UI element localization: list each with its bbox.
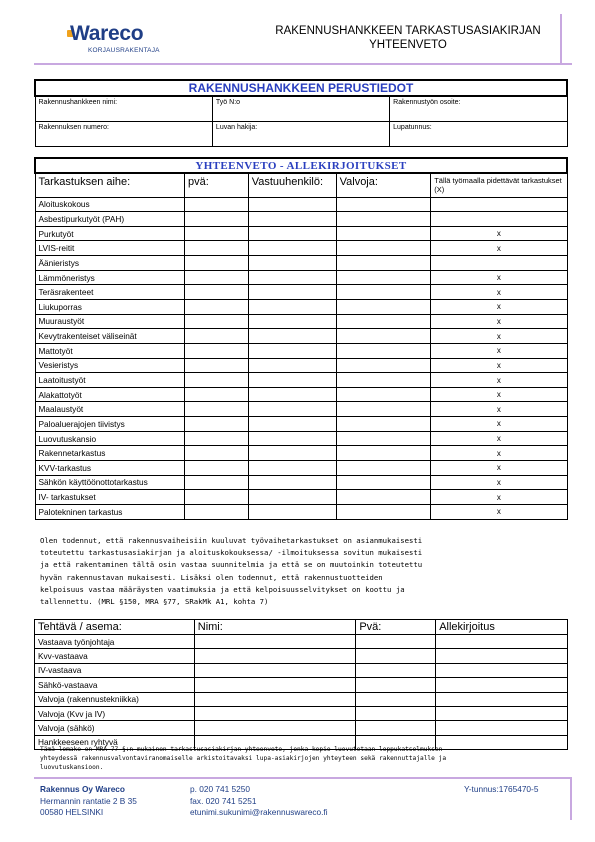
row-supervisor-cell[interactable] (336, 358, 431, 373)
row-site-mark[interactable]: x (431, 285, 567, 300)
row-date-cell[interactable] (184, 343, 248, 358)
row-supervisor-cell[interactable] (336, 446, 431, 461)
basic-info-heading: RAKENNUSHANKKEEN PERUSTIEDOT (35, 80, 567, 96)
row-topic: Lämmöneristys (35, 270, 184, 285)
footer-email[interactable]: etunimi.sukunimi@rakennuswareco.fi (190, 807, 328, 817)
row-site-mark[interactable]: x (431, 226, 567, 241)
document-title-line2: YHTEENVETO (369, 39, 447, 51)
sign-name-cell[interactable] (194, 649, 356, 663)
sign-name-cell[interactable] (194, 635, 356, 649)
header-divider (34, 63, 572, 65)
row-topic: Vesieristys (35, 358, 184, 373)
table-row (35, 343, 567, 358)
table-row (35, 475, 567, 490)
sign-role: Hankkeeseen ryhtyvä (35, 735, 195, 749)
sign-signature-cell[interactable] (436, 692, 568, 706)
row-supervisor-cell[interactable] (336, 329, 431, 344)
row-supervisor-cell[interactable] (336, 461, 431, 476)
row-supervisor-cell[interactable] (336, 343, 431, 358)
sign-date-cell[interactable] (356, 678, 436, 692)
row-responsible-cell[interactable] (248, 461, 336, 476)
footer-business-id: Y-tunnus:1765470-5 (464, 784, 539, 794)
row-topic: Rakennetarkastus (35, 446, 184, 461)
sign-role: Valvoja (sähkö) (35, 721, 195, 735)
row-topic: IV- tarkastukset (35, 490, 184, 505)
company-logo (70, 22, 190, 58)
row-supervisor-cell[interactable] (336, 490, 431, 505)
row-site-mark[interactable]: x (431, 343, 567, 358)
row-supervisor-cell[interactable] (336, 314, 431, 329)
document-title (262, 24, 554, 52)
summary-heading: YHTEENVETO - ALLEKIRJOITUKSET (35, 158, 567, 173)
row-date-cell[interactable] (184, 402, 248, 417)
header-divider-vertical (560, 14, 562, 64)
row-topic: Laatoitustyöt (35, 373, 184, 388)
table-row (35, 299, 567, 314)
row-supervisor-cell[interactable] (336, 373, 431, 388)
row-supervisor-cell[interactable] (336, 504, 431, 519)
footer-divider (34, 777, 572, 779)
row-site-mark[interactable]: x (431, 299, 567, 314)
table-row (35, 314, 567, 329)
row-supervisor-cell[interactable] (336, 241, 431, 256)
sign-signature-cell[interactable] (436, 706, 568, 720)
sign-name-cell[interactable] (194, 692, 356, 706)
footnote-text: Tämä lomake on MRA 77 §:n mukainen tarkastusasiakirjan yhteenveto, jonka kopio luovutetaan loppukatselmuksen yhteydessä rakennusvalvontaviranomaiselle arkistoitavaksi lupa-asiakirjojen yhteyteen sekä rakennuttajalle ja luovutuskansioon. (40, 746, 447, 771)
row-date-cell[interactable] (184, 461, 248, 476)
row-site-mark[interactable]: x (431, 431, 567, 446)
row-site-mark[interactable]: x (431, 402, 567, 417)
row-site-mark[interactable]: x (431, 373, 567, 388)
row-responsible-cell[interactable] (248, 270, 336, 285)
row-topic: Muuraustyöt (35, 314, 184, 329)
sign-date-cell[interactable] (356, 663, 436, 677)
col-date: pvä: (184, 173, 248, 197)
row-site-mark[interactable]: x (431, 446, 567, 461)
footer-phone: p. 020 741 5250 (190, 784, 250, 794)
sign-role: Vastaava työnjohtaja (35, 635, 195, 649)
table-row (35, 241, 567, 256)
row-date-cell[interactable] (184, 387, 248, 402)
row-site-mark[interactable]: x (431, 461, 567, 476)
document-title-line1: RAKENNUSHANKKEEN TARKASTUSASIAKIRJAN (275, 25, 541, 37)
row-responsible-cell[interactable] (248, 343, 336, 358)
row-date-cell[interactable] (184, 373, 248, 388)
sign-date-cell[interactable] (356, 692, 436, 706)
row-topic: Maalaustyöt (35, 402, 184, 417)
table-row (35, 256, 567, 271)
row-supervisor-cell[interactable] (336, 299, 431, 314)
row-date-cell[interactable] (184, 358, 248, 373)
table-row (35, 649, 568, 663)
table-row (35, 417, 567, 432)
row-supervisor-cell[interactable] (336, 417, 431, 432)
field-permit-id[interactable]: Lupatunnus: (390, 121, 567, 146)
row-responsible-cell[interactable] (248, 358, 336, 373)
row-site-mark[interactable]: x (431, 270, 567, 285)
row-supervisor-cell[interactable] (336, 402, 431, 417)
logo-brand: Wareco (70, 22, 144, 45)
col-supervisor: Valvoja: (336, 173, 431, 197)
statement-text: Olen todennut, että rakennusvaiheisiin kuuluvat työvaihetarkastukset on asianmukaisesti toteutettu tarkastusasiakirjan ja aloituskokouksessa/ -ilmoituksessa sovitun mukaisesti ja että rakentaminen tältä osin vastaa suunnitelmia ja että se on muutoinkin toteutettu hyvän rakennustavan mukaisesti. Lisäksi olen todennut, että rakennustuotteiden kelpoisuus vastaa määräysten vaatimuksia ja että kelpoisuusselvitykset on koottu ja tallennettu. (MRL §150, MRA §77, SRakMk A1, kohta 7) (40, 536, 423, 607)
row-responsible-cell[interactable] (248, 417, 336, 432)
footer-company (40, 784, 137, 819)
col-signature: Allekirjoitus (436, 620, 568, 635)
row-topic: Liukuporras (35, 299, 184, 314)
row-responsible-cell[interactable] (248, 387, 336, 402)
row-site-mark[interactable]: x (431, 241, 567, 256)
sign-name-cell[interactable] (194, 663, 356, 677)
row-supervisor-cell[interactable] (336, 431, 431, 446)
footer-contact (190, 784, 328, 819)
row-date-cell[interactable] (184, 197, 248, 212)
sign-name-cell[interactable] (194, 721, 356, 735)
table-row (35, 226, 567, 241)
basic-info-table (34, 79, 568, 147)
row-date-cell[interactable] (184, 475, 248, 490)
row-responsible-cell[interactable] (248, 504, 336, 519)
sign-role: Valvoja (rakennustekniikka) (35, 692, 195, 706)
table-row (35, 663, 568, 677)
row-date-cell[interactable] (184, 212, 248, 227)
table-row (35, 490, 567, 505)
sign-signature-cell[interactable] (436, 635, 568, 649)
sign-signature-cell[interactable] (436, 649, 568, 663)
field-work-number[interactable]: Työ N:o (212, 96, 389, 121)
row-site-mark[interactable]: x (431, 475, 567, 490)
row-topic: Purkutyöt (35, 226, 184, 241)
row-responsible-cell[interactable] (248, 329, 336, 344)
row-topic: Asbestipurkutyöt (PAH) (35, 212, 184, 227)
sign-date-cell[interactable] (356, 706, 436, 720)
row-supervisor-cell[interactable] (336, 270, 431, 285)
row-topic: Alakattotyöt (35, 387, 184, 402)
row-topic: Aloituskokous (35, 197, 184, 212)
row-topic: Palotekninen tarkastus (35, 504, 184, 519)
row-site-mark[interactable]: x (431, 387, 567, 402)
table-row (35, 373, 567, 388)
sign-date-cell[interactable] (356, 635, 436, 649)
col-sign-date: Pvä: (356, 620, 436, 635)
row-supervisor-cell[interactable] (336, 212, 431, 227)
row-topic: Paloaluerajojen tiivistys (35, 417, 184, 432)
row-date-cell[interactable] (184, 270, 248, 285)
row-date-cell[interactable] (184, 256, 248, 271)
row-topic: LVIS-reitit (35, 241, 184, 256)
row-date-cell[interactable] (184, 314, 248, 329)
row-date-cell[interactable] (184, 329, 248, 344)
footer-company-name: Rakennus Oy Wareco (40, 784, 125, 794)
table-row (35, 446, 567, 461)
field-site-address[interactable]: Rakennustyön osoite: (390, 96, 567, 121)
table-row (35, 387, 567, 402)
field-project-name[interactable]: Rakennushankkeen nimi: (35, 96, 212, 121)
table-row (35, 270, 567, 285)
row-responsible-cell[interactable] (248, 431, 336, 446)
row-date-cell[interactable] (184, 504, 248, 519)
row-topic: Kevytrakenteiset väliseinät (35, 329, 184, 344)
sign-role: Sähkö-vastaava (35, 678, 195, 692)
table-row (35, 402, 567, 417)
table-row (35, 635, 568, 649)
table-row (35, 721, 568, 735)
table-row (35, 197, 567, 212)
row-supervisor-cell[interactable] (336, 256, 431, 271)
row-responsible-cell[interactable] (248, 314, 336, 329)
sign-name-cell[interactable] (194, 706, 356, 720)
col-name: Nimi: (194, 620, 356, 635)
row-site-mark[interactable]: x (431, 504, 567, 519)
row-date-cell[interactable] (184, 490, 248, 505)
row-responsible-cell[interactable] (248, 402, 336, 417)
row-responsible-cell[interactable] (248, 299, 336, 314)
summary-table (34, 157, 568, 520)
footer-fax: fax. 020 741 5251 (190, 795, 257, 806)
row-supervisor-cell[interactable] (336, 226, 431, 241)
table-row (35, 358, 567, 373)
col-responsible-person: Vastuuhenkilö: (248, 173, 336, 197)
row-topic: Mattotyöt (35, 343, 184, 358)
col-role: Tehtävä / asema: (35, 620, 195, 635)
sign-signature-cell[interactable] (436, 678, 568, 692)
row-responsible-cell[interactable] (248, 212, 336, 227)
row-date-cell[interactable] (184, 431, 248, 446)
row-responsible-cell[interactable] (248, 373, 336, 388)
row-responsible-cell[interactable] (248, 197, 336, 212)
table-row (35, 461, 567, 476)
footer-divider-vertical (570, 777, 572, 820)
row-date-cell[interactable] (184, 241, 248, 256)
table-row (35, 329, 567, 344)
row-site-mark[interactable]: x (431, 358, 567, 373)
row-responsible-cell[interactable] (248, 446, 336, 461)
logo-subtitle: KORJAUSRAKENTAJA (88, 47, 160, 54)
signatures-table (34, 619, 568, 750)
row-supervisor-cell[interactable] (336, 387, 431, 402)
row-supervisor-cell[interactable] (336, 475, 431, 490)
row-date-cell[interactable] (184, 285, 248, 300)
table-row (35, 431, 567, 446)
row-responsible-cell[interactable] (248, 241, 336, 256)
col-inspection-topic: Tarkastuksen aihe: (35, 173, 184, 197)
row-topic: Teräsrakenteet (35, 285, 184, 300)
row-date-cell[interactable] (184, 226, 248, 241)
row-responsible-cell[interactable] (248, 475, 336, 490)
row-site-mark[interactable]: x (431, 314, 567, 329)
row-responsible-cell[interactable] (248, 490, 336, 505)
table-row (35, 504, 567, 519)
table-row (35, 678, 568, 692)
row-site-mark[interactable]: x (431, 417, 567, 432)
row-supervisor-cell[interactable] (336, 197, 431, 212)
row-site-mark[interactable] (431, 212, 567, 227)
footer-address-street: Hermannin rantatie 2 B 35 (40, 795, 137, 806)
footer-address-city: 00580 HELSINKI (40, 807, 104, 817)
field-building-number[interactable]: Rakennuksen numero: (35, 121, 212, 146)
row-responsible-cell[interactable] (248, 285, 336, 300)
table-row (35, 692, 568, 706)
sign-signature-cell[interactable] (436, 663, 568, 677)
sign-date-cell[interactable] (356, 721, 436, 735)
row-topic: KVV-tarkastus (35, 461, 184, 476)
row-site-mark[interactable] (431, 197, 567, 212)
row-responsible-cell[interactable] (248, 256, 336, 271)
sign-name-cell[interactable] (194, 678, 356, 692)
row-topic: Luovutuskansio (35, 431, 184, 446)
sign-role: Kvv-vastaava (35, 649, 195, 663)
row-responsible-cell[interactable] (248, 226, 336, 241)
row-site-mark[interactable]: x (431, 490, 567, 505)
row-supervisor-cell[interactable] (336, 285, 431, 300)
sign-role: IV-vastaava (35, 663, 195, 677)
sign-date-cell[interactable] (356, 649, 436, 663)
row-topic: Sähkön käyttöönottotarkastus (35, 475, 184, 490)
row-topic: Äänieristys (35, 256, 184, 271)
col-site-inspections: Tällä työmaalla pidettävät tarkastukset (X) (431, 173, 567, 197)
row-date-cell[interactable] (184, 446, 248, 461)
field-permit-applicant[interactable]: Luvan hakija: (212, 121, 389, 146)
sign-signature-cell[interactable] (436, 721, 568, 735)
row-date-cell[interactable] (184, 417, 248, 432)
table-row (35, 706, 568, 720)
table-row (35, 285, 567, 300)
row-site-mark[interactable]: x (431, 329, 567, 344)
row-site-mark[interactable] (431, 256, 567, 271)
sign-role: Valvoja (Kvv ja IV) (35, 706, 195, 720)
table-row (35, 212, 567, 227)
row-date-cell[interactable] (184, 299, 248, 314)
